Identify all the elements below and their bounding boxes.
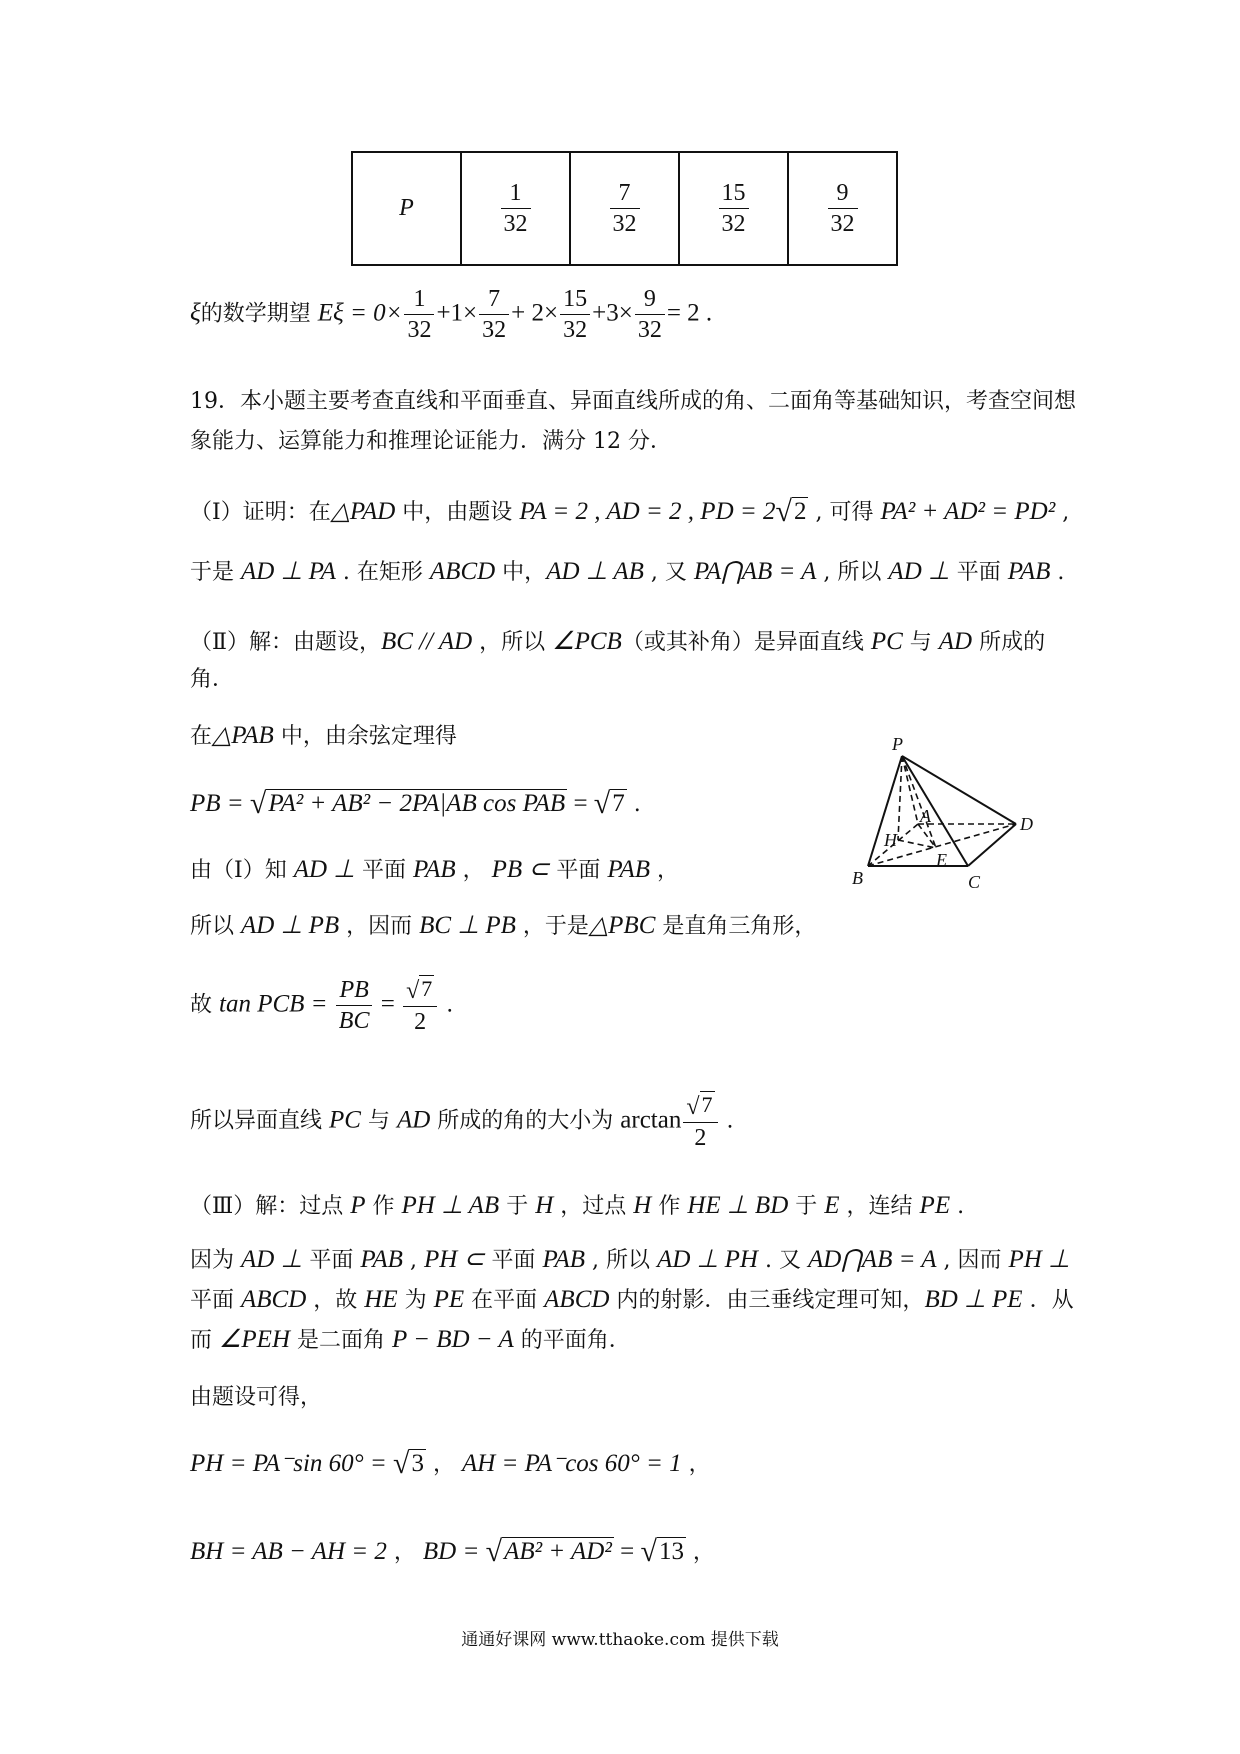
math: ABCD [429, 558, 496, 585]
math: BC // AD [380, 628, 473, 655]
math: PH ⊥ [1008, 1246, 1070, 1273]
math: AD ⊥ [293, 856, 356, 883]
label-A: A [920, 806, 931, 826]
text: . 又 [757, 1248, 808, 1273]
text: 平面 [302, 1248, 361, 1273]
edge-PA [902, 756, 918, 824]
part2-line6 [190, 912, 816, 941]
text: ， [685, 1540, 715, 1565]
text: 与 [360, 1108, 397, 1134]
text: 所成的角的大小为 [430, 1108, 621, 1134]
text: ， [681, 1452, 711, 1477]
frac-num: 15 [560, 286, 590, 315]
term: + 2× [511, 299, 559, 327]
prob-numerator: 15 [719, 180, 749, 209]
part2-pb-formula [190, 787, 641, 820]
text: . [1050, 560, 1065, 585]
sqrt-arg: 3 [411, 1450, 424, 1477]
sqrt-arg: PA² + AB² − 2PA|AB cos PAB [268, 790, 566, 817]
math: AD [396, 1106, 431, 1134]
table-label: P [399, 195, 414, 221]
sqrt-arg: 13 [658, 1538, 684, 1565]
text: 故 [190, 992, 219, 1018]
sqrt-arg: AB² + AD² [504, 1538, 612, 1565]
math: PAB [360, 1246, 403, 1273]
sqrt-arg: 2 [793, 498, 807, 525]
text: 平面 [549, 858, 608, 883]
part3-line1 [190, 1192, 964, 1221]
math: ABCD [241, 1286, 307, 1313]
frac-den: BC [338, 1008, 370, 1034]
text: （Ⅰ）证明：在 [190, 500, 331, 525]
part1-line1 [190, 495, 1070, 528]
math: PA⋂AB = A [693, 558, 817, 585]
text: 因为 [190, 1248, 241, 1273]
text: 中， [495, 560, 547, 585]
q19-intro-line2: 象能力、运算能力和推理论证能力．满分 12 分． [190, 429, 672, 454]
frac-num: 1 [404, 286, 434, 315]
sqrt-arg: 7 [701, 1092, 713, 1117]
q19-intro-line1: 19．本小题主要考查直线和平面垂直、异面直线所成的角、二面角等基础知识，考查空间想 [190, 389, 1076, 414]
math: BC ⊥ PB [419, 912, 516, 939]
part2-line3 [190, 722, 457, 751]
edge-PC [902, 756, 968, 866]
math: P [350, 1192, 366, 1219]
label-P: P [892, 734, 903, 754]
text: 为 [397, 1288, 434, 1313]
sqrt: √3 [393, 1447, 424, 1480]
text: 内的射影．由三垂线定理可知， [609, 1288, 925, 1313]
math: PE [919, 1192, 951, 1219]
text: ， [455, 858, 492, 883]
math: = [613, 1538, 641, 1565]
part1-line2 [190, 558, 1064, 587]
frac-den: 32 [637, 317, 662, 343]
text: 由（Ⅰ）知 [190, 858, 294, 883]
text: ．从 [1022, 1288, 1074, 1313]
math: tan PCB = [219, 990, 334, 1018]
part3-line4 [190, 1326, 631, 1355]
frac-den: 32 [482, 317, 507, 343]
text: 所以 [190, 914, 241, 939]
frac-num: 7 [479, 286, 509, 315]
text: 在平面 [464, 1288, 545, 1313]
expectation-result: = 2 . [666, 299, 713, 327]
text: （Ⅱ）解：由题设， [190, 630, 381, 655]
math: H [535, 1192, 554, 1219]
math: AD ⊥ PH [657, 1246, 758, 1273]
expectation-text: 的数学期望 [200, 301, 311, 327]
prob-numerator: 1 [501, 180, 531, 209]
prob-denominator: 32 [503, 211, 528, 237]
math: PC [870, 628, 903, 655]
term: +1× [436, 299, 478, 327]
text: , 又 [643, 560, 694, 585]
prob-denominator: 32 [612, 211, 637, 237]
prob-cell [461, 152, 570, 265]
text: . 在矩形 [335, 560, 430, 585]
text: ，于是 [515, 914, 589, 939]
math: AD ⊥ [888, 558, 950, 585]
edge-CD [968, 824, 1016, 866]
text: 是二面角 [290, 1328, 393, 1353]
math: AD ⊥ AB [546, 558, 644, 585]
math: AD ⊥ PA [241, 558, 336, 585]
text: 于 [499, 1194, 536, 1219]
math: = [567, 790, 594, 817]
label-E: E [936, 850, 947, 870]
text: 与 [902, 630, 939, 655]
text: ， [425, 1452, 462, 1477]
text: （或其补角）是异面直线 [621, 630, 871, 655]
math: PAB [542, 1246, 586, 1273]
distribution-table [351, 151, 898, 266]
page-footer: 通通好课网 www.tthaoke.com 提供下载 [461, 1630, 779, 1650]
prob-denominator: 32 [830, 211, 855, 237]
math: PC [329, 1106, 361, 1134]
math: △PAB [212, 722, 274, 749]
math: PA² + AD² = PD² [880, 498, 1056, 525]
text: ， [649, 858, 679, 883]
part2-tan-formula [190, 976, 453, 1035]
label-H: H [884, 830, 897, 850]
frac-den: 2 [694, 1125, 707, 1151]
expectation-lhs: Eξ = 0× [317, 299, 403, 327]
sqrt: √PA² + AB² − 2PA|AB cos PAB [249, 787, 566, 820]
text: , 因而 [936, 1248, 1009, 1273]
math: H [633, 1192, 652, 1219]
math: PB = [190, 790, 250, 817]
text: , [1055, 500, 1070, 525]
math: PH ⊂ [423, 1246, 485, 1273]
text: 于 [788, 1194, 825, 1219]
label-C: C [968, 872, 981, 892]
math: PE [433, 1286, 465, 1313]
math: ∠PEH [219, 1326, 291, 1353]
math: ∠PCB [552, 628, 622, 655]
text: 平面 [949, 560, 1008, 585]
text: ，连结 [839, 1194, 920, 1219]
text: 中，由题设 [395, 500, 520, 525]
pyramid-figure [840, 730, 1070, 900]
math: PAB [607, 856, 650, 883]
math: △PAD [330, 498, 396, 525]
math: PA = 2 , AD = 2 , PD = 2 [519, 498, 776, 525]
frac-num: PB [336, 977, 373, 1006]
text: , [402, 1248, 424, 1273]
math: BD ⊥ PE [924, 1286, 1023, 1313]
text: 的平面角． [513, 1328, 631, 1353]
text: 所成的 [972, 630, 1046, 655]
text: ，所以 [472, 630, 553, 655]
part2-conclusion [190, 1092, 734, 1151]
math: = [374, 990, 402, 1018]
part2-line5 [190, 856, 679, 885]
part3-line5: 由题设可得， [190, 1385, 323, 1410]
sqrt: √AB² + AD² [485, 1535, 612, 1568]
table-label-cell [352, 152, 461, 265]
math: arctan [620, 1106, 682, 1134]
frac-num: 9 [635, 286, 665, 315]
math: AD ⊥ PB [241, 912, 340, 939]
math: PB ⊂ [491, 856, 550, 883]
frac-den: 32 [563, 317, 588, 343]
math: P − BD − A [392, 1326, 514, 1353]
math: HE [364, 1286, 398, 1313]
text: 平面 [484, 1248, 543, 1273]
math: BH = AB − AH = 2 [190, 1538, 387, 1565]
math: HE ⊥ BD [687, 1192, 789, 1219]
prob-cell [679, 152, 788, 265]
sqrt: √2 [775, 495, 807, 528]
math: BD = [422, 1538, 486, 1565]
math: AD ⊥ [241, 1246, 303, 1273]
xi-symbol: ξ [190, 299, 201, 327]
math: △PBC [588, 912, 656, 939]
part3-bh-formula [190, 1535, 715, 1568]
sqrt-arg: 7 [421, 976, 433, 1001]
text: 平面 [190, 1288, 241, 1313]
text: , 所以 [816, 560, 889, 585]
label-D: D [1020, 814, 1033, 834]
text: ，故 [306, 1288, 365, 1313]
math: ABCD [544, 1286, 610, 1313]
text: （Ⅲ）解：过点 [190, 1194, 351, 1219]
text: ，因而 [339, 914, 420, 939]
part2-line1 [190, 628, 1045, 657]
text: , 可得 [808, 500, 881, 525]
math: AD⋂AB = A [807, 1246, 937, 1273]
math: PAB [413, 856, 456, 883]
text: 而 [190, 1328, 219, 1353]
math: AD [938, 628, 973, 655]
text: , 所以 [585, 1248, 658, 1273]
math: PH ⊥ AB [401, 1192, 500, 1219]
prob-cell [570, 152, 679, 265]
text: . [719, 1108, 734, 1134]
text: 所以异面直线 [190, 1108, 329, 1134]
text: ， [386, 1540, 423, 1565]
text: 在 [190, 724, 213, 749]
part2-line2: 角． [190, 667, 235, 692]
math: PAB [1007, 558, 1051, 585]
text: 作 [651, 1194, 688, 1219]
frac-den: 32 [407, 317, 432, 343]
sqrt: √7 [686, 1092, 713, 1120]
text: . [950, 1194, 965, 1219]
text: 中，由余弦定理得 [273, 724, 457, 749]
text: 是直角三角形， [655, 914, 817, 939]
math: AH = PA⁻cos 60° = 1 [461, 1450, 682, 1477]
text: . [439, 992, 454, 1018]
sqrt: √13 [640, 1535, 684, 1568]
text: ，过点 [553, 1194, 634, 1219]
term: +3× [592, 299, 633, 327]
text: . [626, 792, 641, 817]
math: E [824, 1192, 840, 1219]
part3-ph-formula [190, 1447, 711, 1480]
sqrt: √7 [593, 787, 625, 820]
prob-numerator: 9 [828, 180, 858, 209]
text: 作 [365, 1194, 402, 1219]
sqrt-arg: 7 [612, 790, 625, 817]
prob-cell [788, 152, 897, 265]
math: PH = PA⁻sin 60° = [190, 1450, 394, 1477]
frac-den: 2 [414, 1009, 427, 1035]
part3-line2 [190, 1246, 1070, 1275]
prob-denominator: 32 [721, 211, 746, 237]
part3-line3 [190, 1286, 1074, 1315]
prob-numerator: 7 [610, 180, 640, 209]
text: 于是 [190, 560, 241, 585]
expectation-line [190, 286, 712, 343]
text: 平面 [355, 858, 414, 883]
sqrt: √7 [406, 976, 433, 1004]
label-B: B [852, 868, 863, 888]
